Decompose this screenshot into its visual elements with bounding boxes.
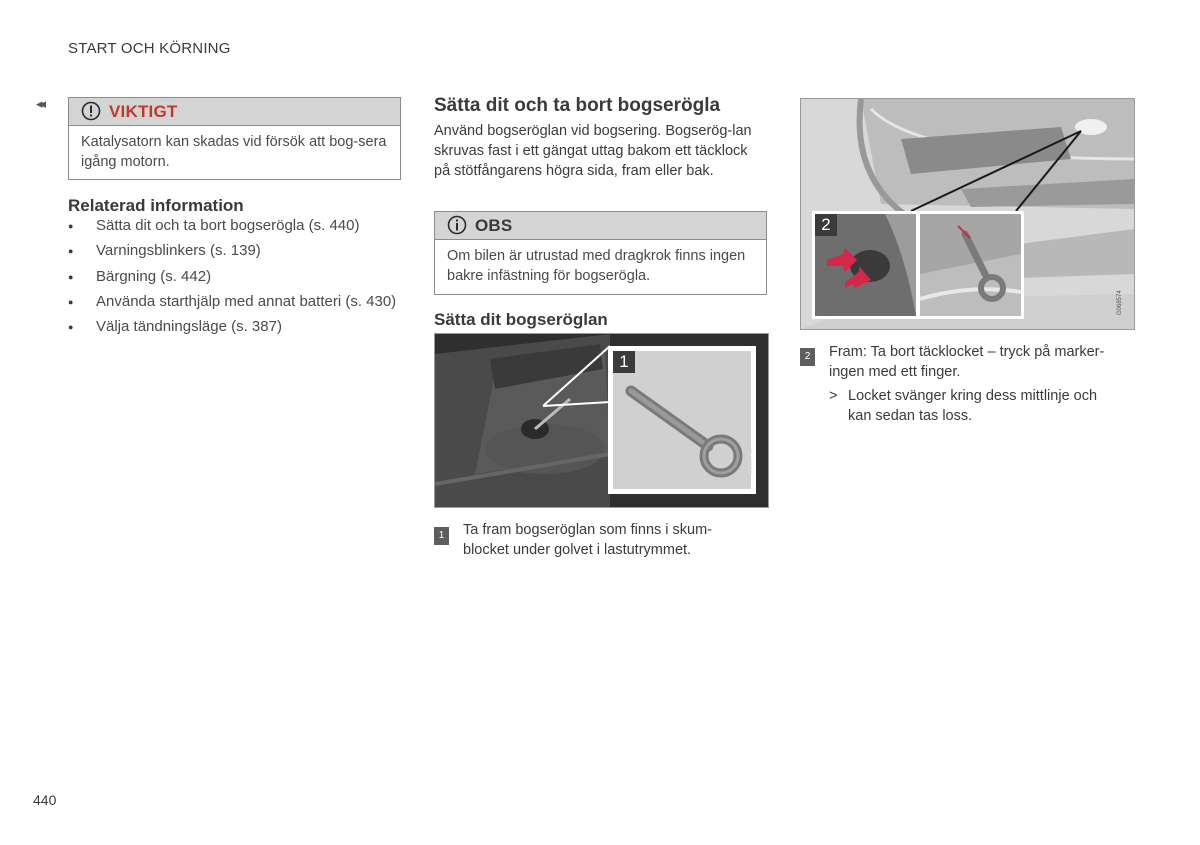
related-link[interactable]: ● Sätta dit och ta bort bogserögla (s. 440) (68, 216, 408, 241)
obs-title: OBS (475, 216, 513, 235)
related-link[interactable]: ● Varningsblinkers (s. 139) (68, 241, 408, 266)
step-badge: 2 (800, 348, 815, 366)
exclamation-circle-icon (81, 101, 101, 121)
figure2-callout: 2 (815, 214, 837, 236)
step-text: Ta fram bogseröglan som finns i skum-blocket under golvet i lastutrymmet. (463, 522, 713, 558)
result-text: Locket svänger kring dess mittlinje och kan sedan tas loss. (848, 388, 1098, 424)
page-number: 440 (33, 792, 57, 808)
eye-fitted-illustration (920, 214, 1021, 316)
install-heading: Sätta dit bogseröglan (434, 310, 608, 329)
section-title: Sätta dit och ta bort bogserögla (434, 95, 721, 116)
obs-text: Om bilen är utrustad med dragkrok finns ingen bakre infästning för bogserögla. (447, 248, 746, 284)
towing-eye-inset (608, 346, 756, 494)
figure-towing-eye-storage (434, 333, 769, 508)
back-arrows-icon[interactable]: ◂◂ (36, 96, 44, 111)
related-heading: Relaterad information (68, 196, 244, 215)
figure1-code: G063746 (748, 449, 754, 474)
figure-bumper-cover (800, 98, 1135, 330)
related-link[interactable]: ● Bärgning (s. 442) (68, 267, 408, 292)
important-title: VIKTIGT (109, 102, 178, 121)
result-marker: > (829, 388, 838, 404)
info-circle-icon (447, 215, 467, 235)
intro-text: Använd bogseröglan vid bogsering. Bogserög-lan skruvas fast i ett gängat uttag bakom ett täcklock på stötfångarens högra sida, fram eller bak. (434, 123, 752, 179)
important-notice-header (69, 98, 400, 126)
important-text: Katalysatorn kan skadas vid försök att bog-sera igång motorn. (81, 134, 387, 170)
figure1-callout: 1 (613, 351, 635, 373)
important-notice (68, 97, 401, 180)
figure2-code: G068574 (1117, 290, 1123, 315)
running-header: START OCH KÖRNING (68, 40, 231, 57)
related-list (68, 216, 408, 342)
related-link[interactable]: ● Välja tändningsläge (s. 387) (68, 317, 408, 342)
step-badge: 1 (434, 527, 449, 545)
bumper-detail-inset (812, 211, 1024, 319)
obs-notice (434, 211, 767, 295)
step-text: Fram: Ta bort täcklocket – tryck på marker-ingen med ett finger. (829, 344, 1105, 380)
obs-notice-header (435, 212, 766, 240)
related-link[interactable]: ● Använda starthjälp med annat batteri (s. 430) (68, 292, 408, 317)
